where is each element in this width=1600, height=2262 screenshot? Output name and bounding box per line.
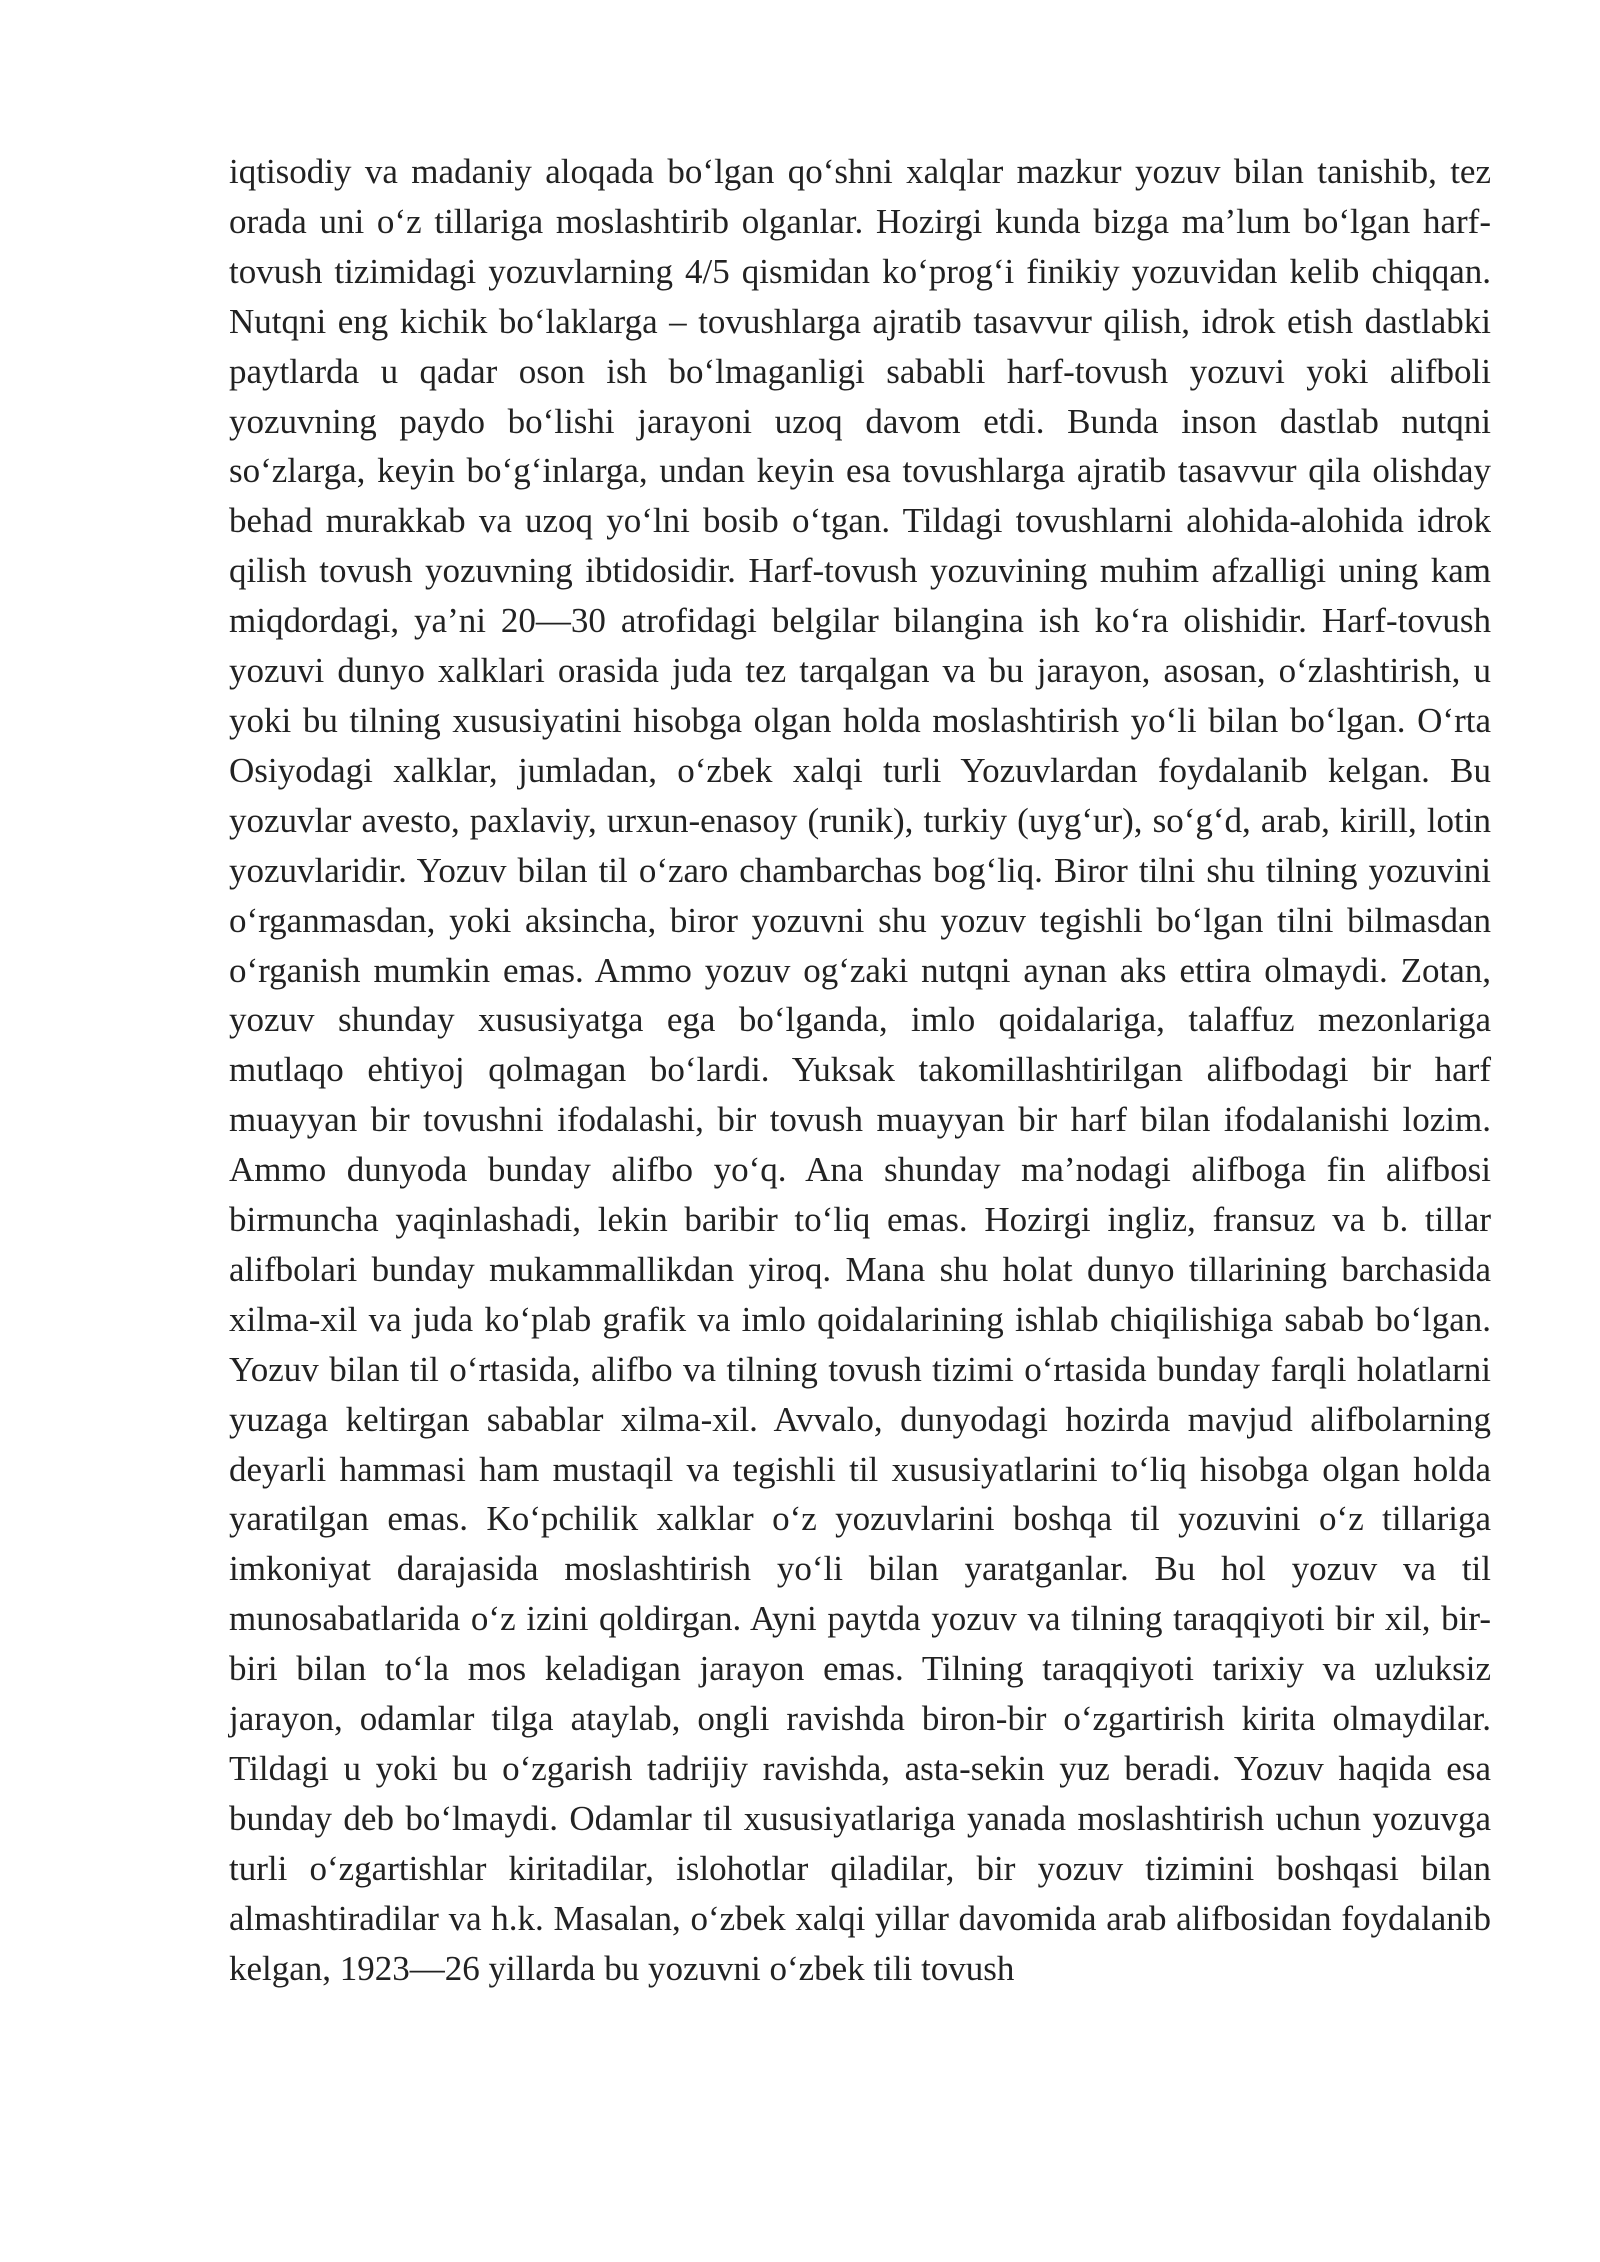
body-paragraph: iqtisodiy va madaniy aloqada bo‘lgan qo‘shni xalqlar mazkur yozuv bilan tanishib, tez orada uni o‘z tillariga moslashtirib olganlar. Hozirgi kunda bizga ma’lum bo‘lgan harf-tovush tizimidagi yozuvlarning 4/5 qismidan ko‘prog‘i finikiy yozuvidan kelib chiqqan. Nutqni eng kichik bo‘laklarga – tovushlarga ajratib tasavvur qilish, idrok etish dastlabki paytlarda u qadar oson ish bo‘lmaganligi sababli harf-tovush yozuvi yoki alifboli yozuvning paydo bo‘lishi jarayoni uzoq davom etdi. Bunda inson dastlab nutqni so‘zlarga, keyin bo‘g‘inlarga, undan keyin esa tovushlarga ajratib tasavvur qila olishday behad murakkab va uzoq yo‘lni bosib o‘tgan. Tildagi tovushlarni alohida-alohida idrok qilish tovush yozuvning ibtidosidir. Harf-tovush yozuvining muhim afzalligi uning kam miqdordagi, ya’ni 20—30 atrofidagi belgilar bilangina ish ko‘ra olishidir. Harf-tovush yozuvi dunyo xalklari orasida juda tez tarqalgan va bu jarayon, asosan, o‘zlashtirish, u yoki bu tilning xususiyatini hisobga olgan holda moslashtirish yo‘li bilan bo‘lgan. O‘rta Osiyodagi xalklar, jumladan, o‘zbek xalqi turli Yozuvlardan foydalanib kelgan. Bu yozuvlar avesto, paxlaviy, urxun-enasoy (runik), turkiy (uyg‘ur), so‘g‘d, arab, kirill, lotin yozuvlaridir. Yozuv bilan til o‘zaro chambarchas bog‘liq. Biror tilni shu tilning yozuvini o‘rganmasdan, yoki aksincha, biror yozuvni shu yozuv tegishli bo‘lgan tilni bilmasdan o‘rganish mumkin emas. Ammo yozuv og‘zaki nutqni aynan aks ettira olmaydi. Zotan, yozuv shunday xususiyatga ega bo‘lganda, imlo qoidalariga, talaffuz mezonlariga mutlaqo ehtiyoj qolmagan bo‘lardi. Yuksak takomillashtirilgan alifbodagi bir harf muayyan bir tovushni ifodalashi, bir tovush muayyan bir harf bilan ifodalanishi lozim. Ammo dunyoda bunday alifbo yo‘q. Ana shunday ma’nodagi alifboga fin alifbosi birmuncha yaqinlashadi, lekin baribir to‘liq emas. Hozirgi ingliz, fransuz va b. tillar alifbolari bunday mukammallikdan yiroq. Mana shu holat dunyo tillarining barchasida xilma-xil va juda ko‘plab grafik va imlo qoidalarining ishlab chiqilishiga sabab bo‘lgan. Yozuv bilan til o‘rtasida, alifbo va tilning tovush tizimi o‘rtasida bunday farqli holatlarni yuzaga keltirgan sabablar xilma-xil. Avvalo, dunyodagi hozirda mavjud alifbolarning deyarli hammasi ham mustaqil va tegishli til xususiyatlarini to‘liq hisobga olgan holda yaratilgan emas. Ko‘pchilik xalklar o‘z yozuvlarini boshqa til yozuvini o‘z tillariga imkoniyat darajasida moslashtirish yo‘li bilan yaratganlar. Bu hol yozuv va til munosabatlarida o‘z izini qoldirgan. Ayni paytda yozuv va tilning taraqqiyoti bir xil, bir-biri bilan to‘la mos keladigan jarayon emas. Tilning taraqqiyoti tarixiy va uzluksiz jarayon, odamlar tilga ataylab, ongli ravishda biron-bir o‘zgartirish kirita olmaydilar. Tildagi u yoki bu o‘zgarish tadrijiy ravishda, asta-sekin yuz beradi. Yozuv haqida esa bunday deb bo‘lmaydi. Odamlar til xususiyatlariga yanada moslashtirish uchun yozuvga turli o‘zgartishlar kiritadilar, islohotlar qiladilar, bir yozuv tizimini boshqasi bilan almashtiradilar va h.k. Masalan, o‘zbek xalqi yillar davomida arab alifbosidan foydalanib kelgan, 1923—26 yillarda bu yozuvni o‘zbek tili tovush [229, 152, 1491, 1988]
